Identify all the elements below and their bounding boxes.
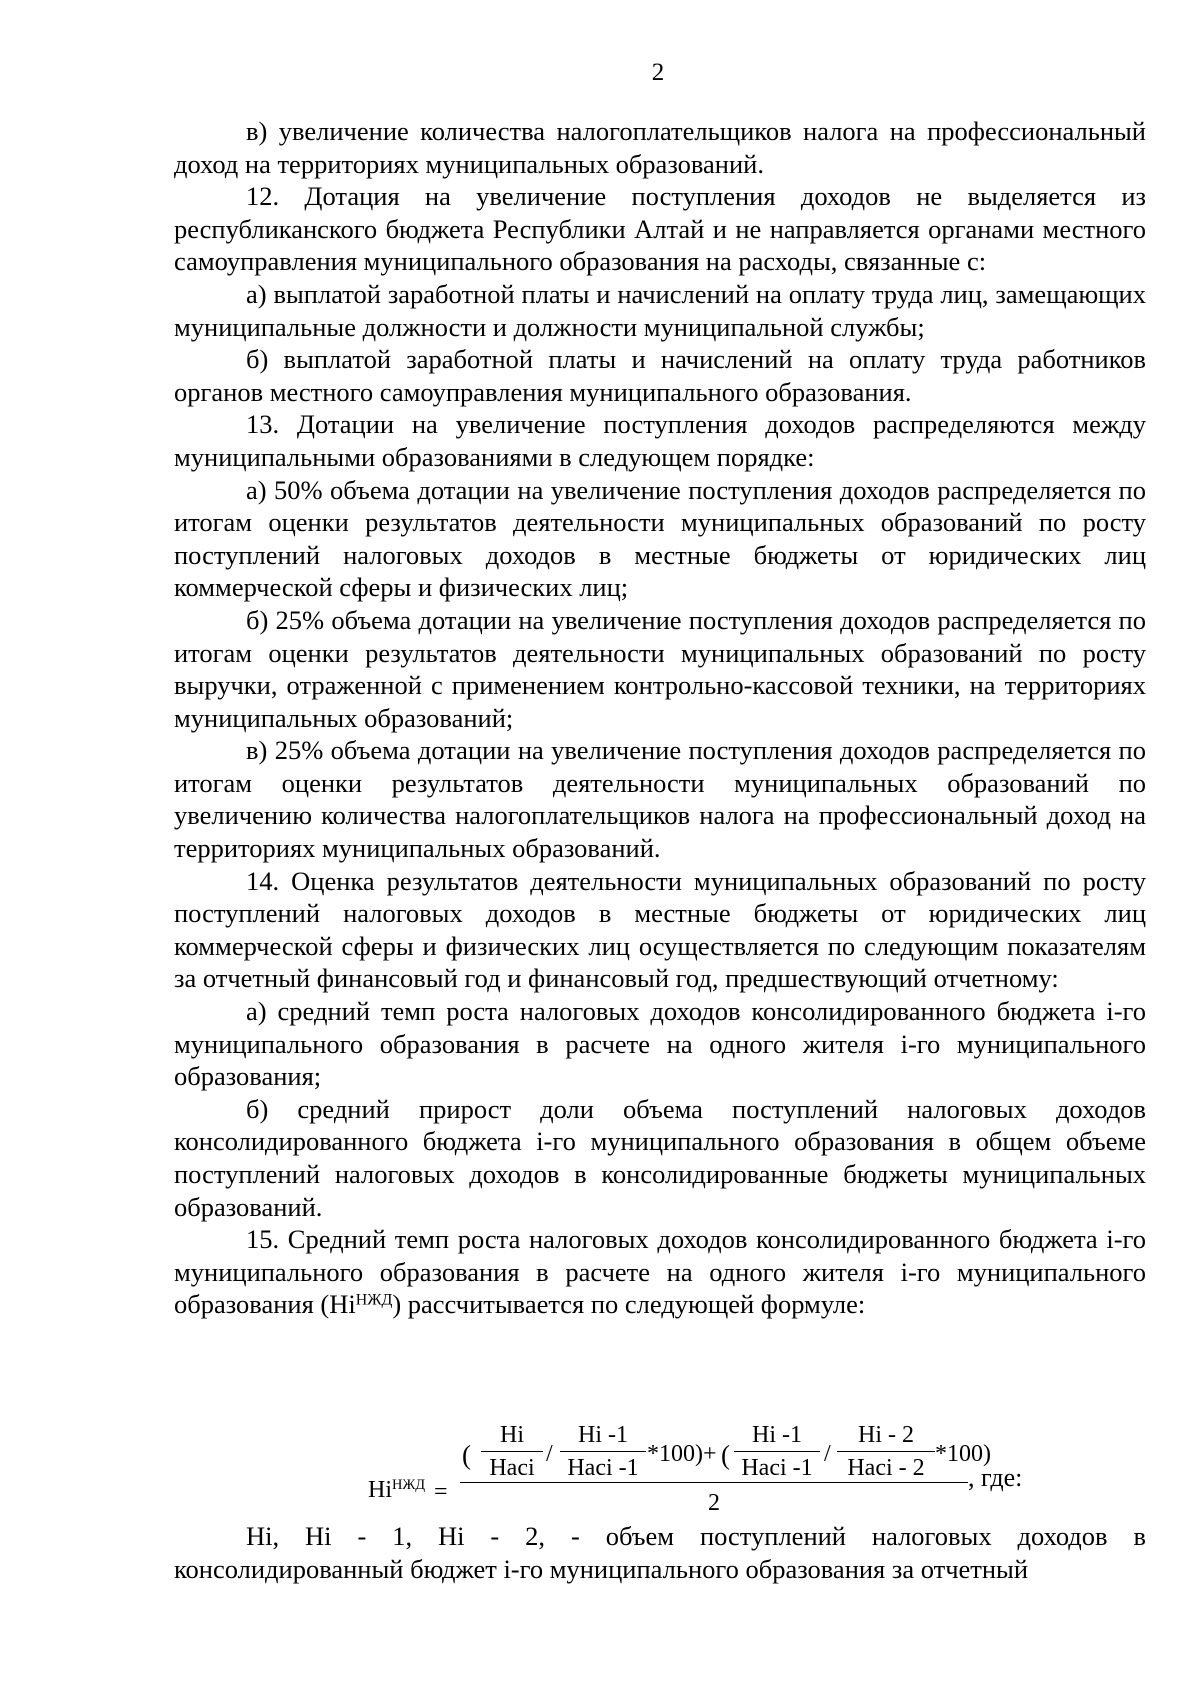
formula-fraction-3-denominator: Haci -1 xyxy=(741,1455,813,1481)
formula-divide-2: / xyxy=(824,1441,831,1467)
formula-fraction-4-bar xyxy=(837,1451,935,1452)
formula-fraction-1-denominator: Haci xyxy=(489,1455,535,1481)
formula-lhs-base: Hi xyxy=(368,1477,392,1503)
formula-open-paren-1: ( xyxy=(462,1440,471,1470)
formula-fraction-4-denominator: Haci - 2 xyxy=(847,1455,925,1481)
paragraph-14a: а) средний темп роста налоговых доходов консолидированного бюджета i-го муниципального образования в расчете на одного жителя i-го муниципального образования; xyxy=(174,996,1146,1092)
paragraph-13v: в) 25% объема дотации на увеличение поступления доходов распределяется по итогам оценки результатов деятельности муниципальных образований по увеличению количества налогоплательщиков налога на профессиональный доход на территориях муниципальных образований. xyxy=(174,735,1146,864)
formula-fraction-2-bar xyxy=(560,1451,646,1452)
paragraph-12: 12. Дотация на увеличение поступления доходов не выделяется из республиканского бюджета Республики Алтай и не направляется органами местного самоуправления муниципального образования на расходы, связанные с: xyxy=(174,181,1146,277)
paragraph-13a: а) 50% объема дотации на увеличение поступления доходов распределяется по итогам оценки результатов деятельности муниципальных образований по росту поступлений налоговых доходов в местные бюджеты от юридических лиц коммерческой сферы и физических лиц; xyxy=(174,474,1146,603)
formula-multiply-1: *100) xyxy=(647,1441,703,1467)
formula-where: , где: xyxy=(968,1463,1023,1492)
formula-fraction-3-bar xyxy=(734,1451,820,1452)
paragraph-12b: б) выплатой заработной платы и начислений на оплату труда работников органов местного самоуправления муниципального образования. xyxy=(174,344,1146,407)
paragraph-11v: в) увеличение количества налогоплательщиков налога на профессиональный доход на территориях муниципальных образований. xyxy=(174,116,1146,179)
formula-equals: = xyxy=(434,1479,448,1505)
formula-main-fraction-bar xyxy=(460,1482,968,1483)
formula xyxy=(368,1419,1048,1519)
formula-fraction-2-denominator: Haci -1 xyxy=(567,1455,639,1481)
page-number: 2 xyxy=(651,59,665,86)
document-body xyxy=(174,115,1146,1321)
definitions-section xyxy=(174,1520,1146,1585)
paragraph-definitions: Hi, Hi - 1, Hi - 2, - объем поступлений налоговых доходов в консолидированный бюджет i-го муниципального образования за отчетный xyxy=(174,1521,1146,1584)
formula-multiply-2: *100) xyxy=(935,1441,991,1467)
paragraph-14b: б) средний прирост доли объема поступлений налоговых доходов консолидированного бюджета i-го муниципального образования в общем объеме поступлений налоговых доходов в консолидированные бюджеты муниципальных образований. xyxy=(174,1093,1146,1222)
formula-fraction-3-numerator: Hi -1 xyxy=(752,1422,802,1448)
paragraph-14: 14. Оценка результатов деятельности муниципальных образований по росту поступлений налоговых доходов в местные бюджеты от юридических лиц коммерческой сферы и физических лиц осуществляется по следующим показателям за отчетный финансовый год и финансовый год, предшествующий отчетному: xyxy=(174,865,1146,994)
formula-fraction-1-numerator: Hi xyxy=(500,1422,524,1448)
formula-fraction-4-numerator: Hi - 2 xyxy=(858,1422,914,1448)
formula-fraction-2-numerator: Hi -1 xyxy=(578,1422,628,1448)
formula-plus: + xyxy=(703,1441,717,1467)
formula-lhs-superscript: НЖД xyxy=(392,1477,426,1494)
formula-fraction-1-bar xyxy=(481,1451,543,1452)
paragraph-15 xyxy=(174,1223,1146,1321)
paragraph-15-superscript: НЖД xyxy=(355,1291,393,1309)
formula-main-denominator: 2 xyxy=(708,1490,720,1516)
paragraph-15-before: 15. Средний темп роста налоговых доходов консолидированного бюджета i-го муниципального образования в расчете на одного жителя i-го муниципального образования (Hi xyxy=(174,1224,1146,1320)
formula-open-paren-2: ( xyxy=(721,1440,730,1470)
paragraph-13b: б) 25% объема дотации на увеличение поступления доходов распределяется по итогам оценки результатов деятельности муниципальных образований по росту выручки, отраженной с применением контрольно-кассовой техники, на территориях муниципальных образований; xyxy=(174,604,1146,733)
paragraph-12a: а) выплатой заработной платы и начислений на оплату труда лиц, замещающих муниципальные должности и должности муниципальной службы; xyxy=(174,278,1146,342)
paragraph-13: 13. Дотации на увеличение поступления доходов распределяются между муниципальными образованиями в следующем порядке: xyxy=(174,409,1146,472)
formula-divide-1: / xyxy=(546,1441,553,1467)
formula-lhs xyxy=(368,1478,425,1502)
paragraph-15-after: ) рассчитывается по следующей формуле: xyxy=(392,1289,866,1320)
